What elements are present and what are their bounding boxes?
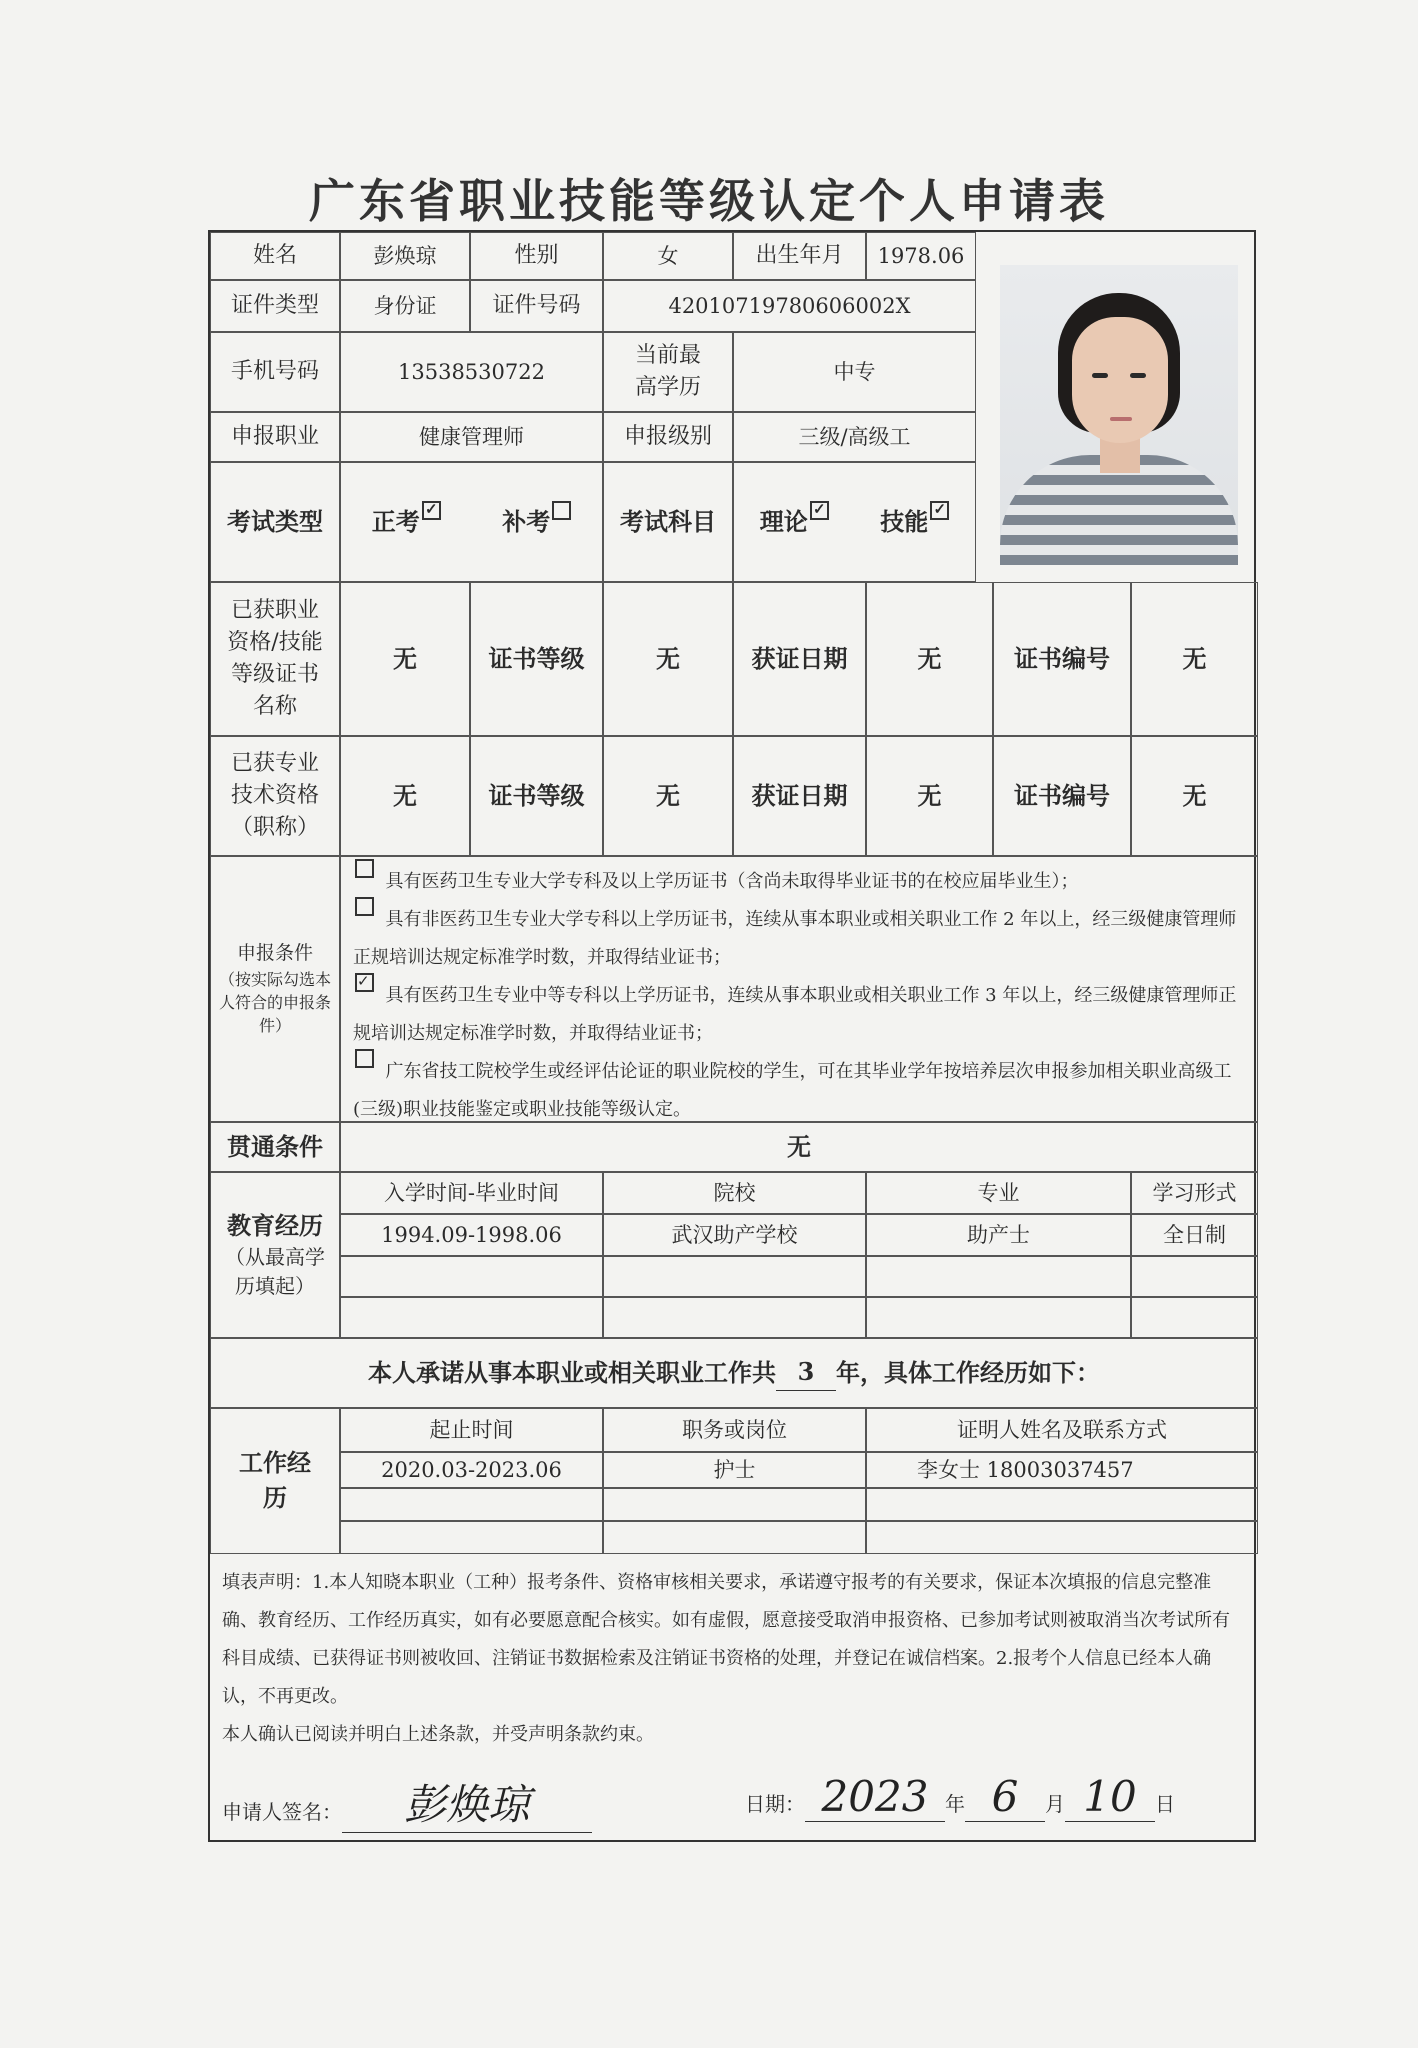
condition-item[interactable]: 具有医药卫生专业大学专科及以上学历证书（含尚未取得毕业证书的在校应届毕业生）； <box>353 863 1247 901</box>
birth-value: 1978.06 <box>866 232 976 280</box>
application-form <box>208 230 1256 1842</box>
level-label: 申报级别 <box>603 412 733 462</box>
work-label: 工作经历 <box>210 1408 340 1554</box>
education-sub-label: （从最高学历填起） <box>225 1245 325 1299</box>
date-row: 日期： 2023 年 6 月 10 日 <box>745 1772 1175 1821</box>
id-no-label: 证件号码 <box>470 280 603 332</box>
work-referee-cell: 李女士 18003037457 <box>866 1452 1258 1488</box>
applicant-signature[interactable]: 彭焕琼 <box>342 1772 592 1833</box>
work-header-position: 职务或岗位 <box>603 1408 866 1452</box>
date-year[interactable]: 2023 <box>805 1772 945 1822</box>
through-value: 无 <box>340 1122 1258 1172</box>
education-label: 教育经历 <box>227 1210 323 1240</box>
level-value: 三级/高级工 <box>733 412 976 462</box>
edu-period-cell[interactable] <box>340 1297 603 1338</box>
signature-label: 申请人签名： <box>222 1800 342 1824</box>
conditions-sub-label: （按实际勾选本人符合的申报条件） <box>219 969 332 1036</box>
work-referee-cell[interactable] <box>866 1488 1258 1521</box>
edu-period-cell[interactable] <box>340 1256 603 1297</box>
date-label: 日期： <box>745 1792 805 1816</box>
makeup-checkbox[interactable] <box>552 501 571 520</box>
work-header-referee: 证明人姓名及联系方式 <box>866 1408 1258 1452</box>
condition-item[interactable]: ✓ 具有医药卫生专业中等专科以上学历证书，连续从事本职业或相关职业工作 3 年以上，经三级健康管理师正规培训达规定标准学时数，并取得结业证书； <box>353 972 1237 1044</box>
skill-checkbox[interactable]: ✓ <box>930 501 949 520</box>
edu-mode-cell: 全日制 <box>1131 1214 1258 1256</box>
edu-school-cell: 武汉助产学校 <box>603 1214 866 1256</box>
cert-no-label: 证书编号 <box>993 582 1131 736</box>
work-years-value: 3 <box>776 1355 836 1391</box>
date-day[interactable]: 10 <box>1065 1772 1155 1822</box>
education-level-label: 当前最高学历 <box>603 332 733 412</box>
edu-period-cell: 1994.09-1998.06 <box>340 1214 603 1256</box>
edu-school-cell[interactable] <box>603 1297 866 1338</box>
name-label: 姓名 <box>210 232 340 280</box>
edu-mode-cell[interactable] <box>1131 1256 1258 1297</box>
name-value: 彭焕琼 <box>340 232 470 280</box>
work-position-cell: 护士 <box>603 1452 866 1488</box>
theory-option[interactable]: 理论 ✓ <box>760 505 829 540</box>
conditions-label-cell <box>210 856 340 1122</box>
edu-header-school: 院校 <box>603 1172 866 1214</box>
id-no-value: 42010719780606002X <box>603 280 976 332</box>
condition-checkbox[interactable]: ✓ <box>355 973 374 992</box>
date-month[interactable]: 6 <box>965 1772 1045 1822</box>
edu-major-cell: 助产士 <box>866 1214 1131 1256</box>
education-level-value: 中专 <box>733 332 976 412</box>
cert-grade-value: 无 <box>603 582 733 736</box>
cert-date-label: 获证日期 <box>733 582 866 736</box>
title-grade-value: 无 <box>603 736 733 856</box>
title-name-value: 无 <box>340 736 470 856</box>
edu-header-mode: 学习形式 <box>1131 1172 1258 1214</box>
work-referee-cell[interactable] <box>866 1521 1258 1554</box>
work-period-cell[interactable] <box>340 1521 603 1554</box>
declaration-text: 填表声明：1.本人知晓本职业（工种）报考条件、资格审核相关要求，承诺遵守报考的有关要求，保证本次填报的信息完整准确、教育经历、工作经历真实，如有必要愿意配合核实。如有虚假，愿意接受取消申报资格、已参加考试则被取消当次考试所有科目成绩、已获得证书则被收回、注销证书数据检索及注销证书资格的处理，并登记在诚信档案。2.报考个人信息已经本人确认，不再更改。 <box>222 1572 1230 1707</box>
job-value: 健康管理师 <box>340 412 603 462</box>
cert-date-value: 无 <box>866 582 993 736</box>
exam-subject-label: 考试科目 <box>603 462 733 582</box>
cert-no-value: 无 <box>1131 582 1258 736</box>
edu-header-period: 入学时间-毕业时间 <box>340 1172 603 1214</box>
edu-major-cell[interactable] <box>866 1256 1131 1297</box>
work-period-cell: 2020.03-2023.06 <box>340 1452 603 1488</box>
condition-checkbox[interactable] <box>355 897 374 916</box>
title-no-label: 证书编号 <box>993 736 1131 856</box>
title-grade-label: 证书等级 <box>470 736 603 856</box>
edu-school-cell[interactable] <box>603 1256 866 1297</box>
phone-value: 13538530722 <box>340 332 603 412</box>
education-label-cell <box>210 1172 340 1338</box>
skill-option[interactable]: 技能 ✓ <box>880 505 949 540</box>
formal-checkbox[interactable]: ✓ <box>422 501 441 520</box>
theory-checkbox[interactable]: ✓ <box>810 501 829 520</box>
birth-label: 出生年月 <box>733 232 866 280</box>
exam-type-options <box>340 462 603 582</box>
title-date-value: 无 <box>866 736 993 856</box>
title-row-label: 已获专业技术资格（职称） <box>210 736 340 856</box>
phone-label: 手机号码 <box>210 332 340 412</box>
cert-row-label: 已获职业资格/技能等级证书名称 <box>210 582 340 736</box>
gender-label: 性别 <box>470 232 603 280</box>
condition-checkbox[interactable] <box>355 1049 374 1068</box>
condition-item[interactable]: 广东省技工院校学生或经评估论证的职业院校的学生，可在其毕业学年按培养层次申报参加相关职业高级工(三级)职业技能鉴定或职业技能等级认定。 <box>353 1053 1247 1129</box>
work-period-cell[interactable] <box>340 1488 603 1521</box>
gender-value: 女 <box>603 232 733 280</box>
id-type-value: 身份证 <box>340 280 470 332</box>
work-position-cell[interactable] <box>603 1488 866 1521</box>
exam-subject-options <box>733 462 976 582</box>
condition-item[interactable]: 具有非医药卫生专业大学专科以上学历证书，连续从事本职业或相关职业工作 2 年以上，经三级健康管理师正规培训达规定标准学时数，并取得结业证书； <box>353 901 1247 977</box>
signature-row <box>222 1772 592 1833</box>
title-date-label: 获证日期 <box>733 736 866 856</box>
work-position-cell[interactable] <box>603 1521 866 1554</box>
makeup-exam-option[interactable]: 补考 <box>502 505 571 540</box>
applicant-photo <box>1000 265 1238 565</box>
condition-checkbox[interactable] <box>355 859 374 878</box>
cert-name-value: 无 <box>340 582 470 736</box>
id-type-label: 证件类型 <box>210 280 340 332</box>
formal-exam-option[interactable]: 正考 ✓ <box>372 505 441 540</box>
title-no-value: 无 <box>1131 736 1258 856</box>
edu-major-cell[interactable] <box>866 1297 1131 1338</box>
form-title: 广东省职业技能等级认定个人申请表 <box>309 174 1109 228</box>
edu-mode-cell[interactable] <box>1131 1297 1258 1338</box>
conditions-list <box>340 856 1258 1122</box>
job-label: 申报职业 <box>210 412 340 462</box>
conditions-label: 申报条件 <box>236 942 313 965</box>
declaration-confirm: 本人确认已阅读并明白上述条款，并受声明条款约束。 <box>222 1724 654 1745</box>
work-years-pledge: 本人承诺从事本职业或相关职业工作共 3 年，具体工作经历如下： <box>210 1338 1258 1408</box>
cert-grade-label: 证书等级 <box>470 582 603 736</box>
work-header-period: 起止时间 <box>340 1408 603 1452</box>
through-label: 贯通条件 <box>210 1122 340 1172</box>
edu-header-major: 专业 <box>866 1172 1131 1214</box>
exam-type-label: 考试类型 <box>210 462 340 582</box>
